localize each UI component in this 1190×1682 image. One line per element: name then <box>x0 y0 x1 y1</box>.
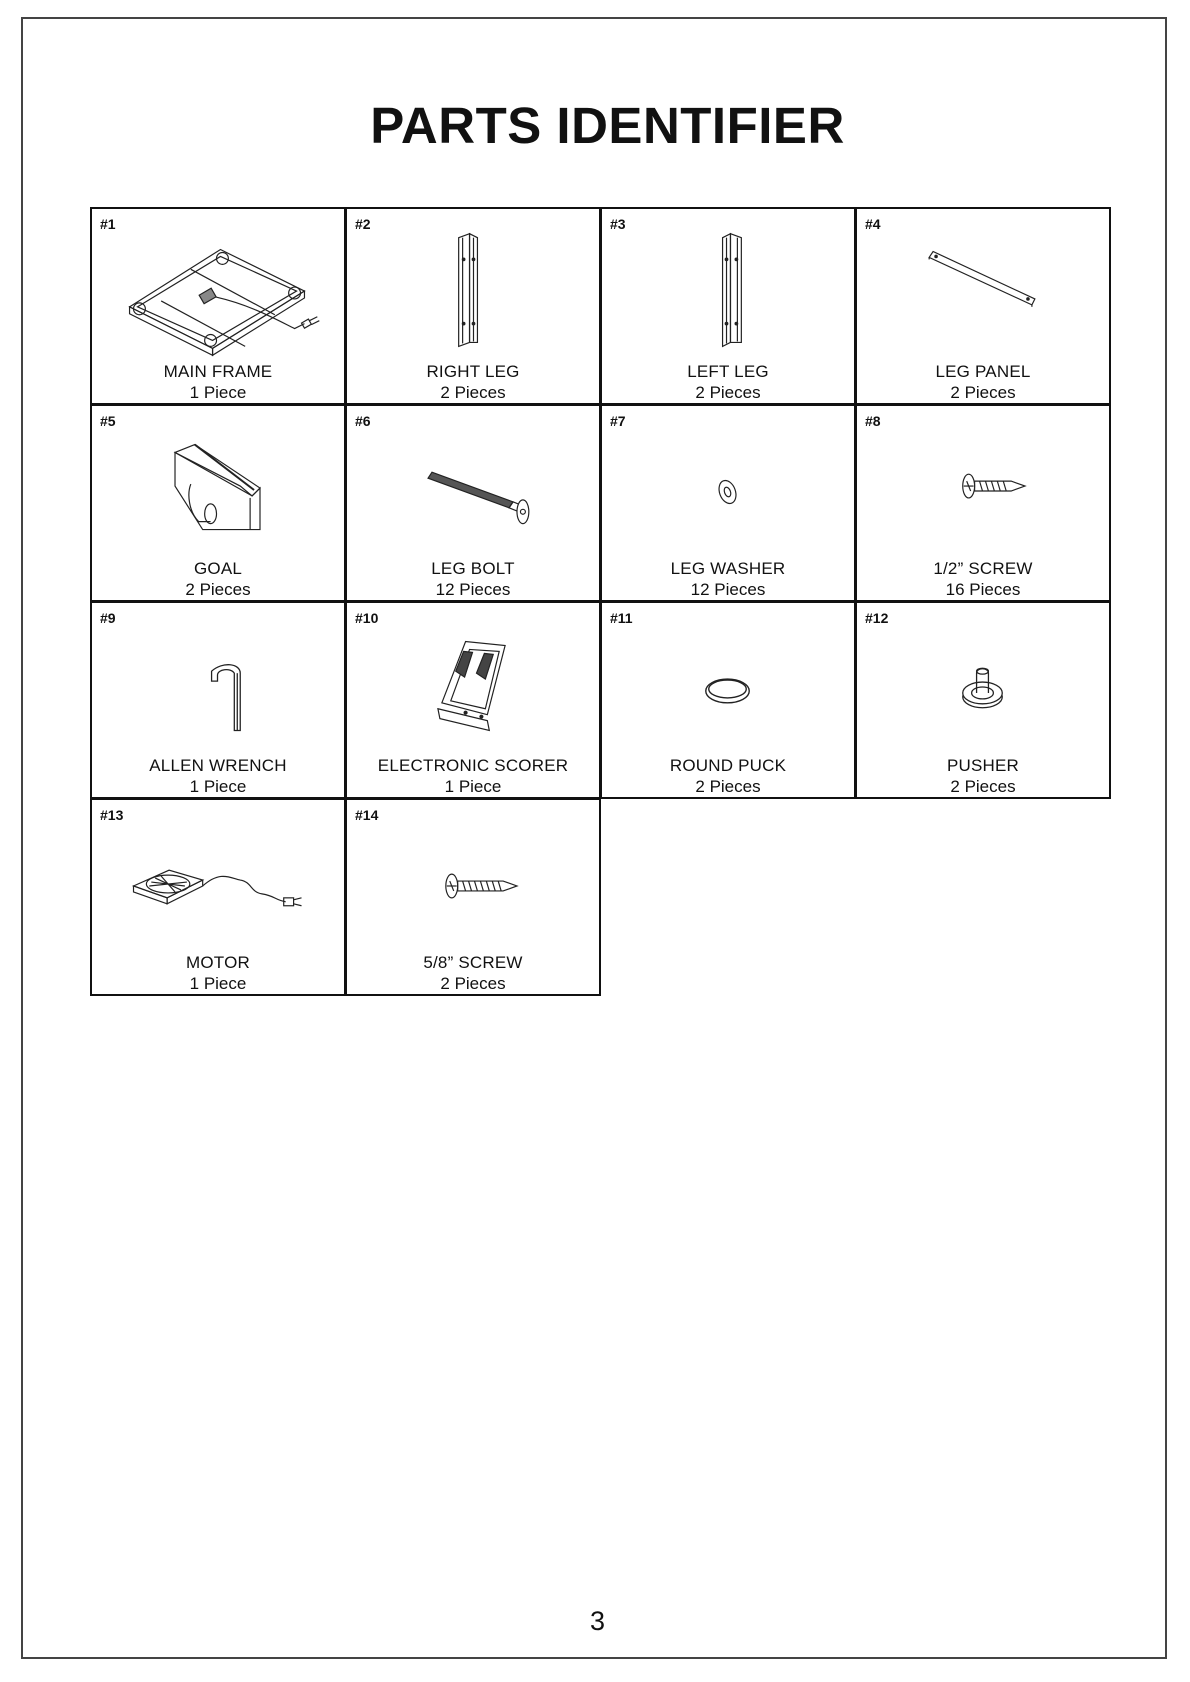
part-cell <box>600 207 856 405</box>
part-number: #1 <box>100 216 116 232</box>
screw-icon <box>857 426 1109 556</box>
part-name: ROUND PUCK <box>669 756 787 775</box>
part-number: #14 <box>355 807 379 823</box>
allen-wrench-icon <box>92 623 344 753</box>
scorer-icon <box>347 623 599 753</box>
puck-icon <box>602 623 854 753</box>
leg-panel-icon <box>857 229 1109 359</box>
part-number: #9 <box>100 610 116 626</box>
part-cell <box>90 601 346 799</box>
page-number: 3 <box>589 1606 606 1636</box>
part-quantity: 2 Pieces <box>950 777 1016 796</box>
right-leg-icon <box>347 229 599 359</box>
part-number: #5 <box>100 413 116 429</box>
part-number: #7 <box>610 413 626 429</box>
part-name: ELECTRONIC SCORER <box>377 756 569 775</box>
part-cell <box>855 601 1111 799</box>
part-quantity: 12 Pieces <box>435 580 511 599</box>
part-quantity: 2 Pieces <box>440 974 506 993</box>
part-number: #6 <box>355 413 371 429</box>
part-cell <box>90 207 346 405</box>
part-cell <box>600 601 856 799</box>
part-name: MOTOR <box>186 953 250 972</box>
part-cell <box>90 404 346 602</box>
part-number: #4 <box>865 216 881 232</box>
part-name: 1/2” SCREW <box>933 559 1033 578</box>
part-quantity: 2 Pieces <box>950 383 1016 402</box>
part-cell <box>600 404 856 602</box>
part-quantity: 1 Piece <box>189 777 247 796</box>
part-cell <box>345 601 601 799</box>
part-name: GOAL <box>193 559 243 578</box>
part-name: PUSHER <box>946 756 1020 775</box>
part-quantity: 2 Pieces <box>185 580 251 599</box>
part-quantity: 12 Pieces <box>690 580 766 599</box>
part-name: LEG BOLT <box>431 559 515 578</box>
part-cell <box>345 798 601 996</box>
part-number: #3 <box>610 216 626 232</box>
part-quantity: 2 Pieces <box>440 383 506 402</box>
part-name: 5/8” SCREW <box>423 953 523 972</box>
part-quantity: 1 Piece <box>189 974 247 993</box>
part-name: MAIN FRAME <box>163 362 273 381</box>
part-number: #8 <box>865 413 881 429</box>
part-quantity: 2 Pieces <box>695 383 761 402</box>
part-cell <box>855 207 1111 405</box>
pusher-icon <box>857 623 1109 753</box>
part-cell <box>90 798 346 996</box>
part-number: #12 <box>865 610 889 626</box>
part-name: ALLEN WRENCH <box>149 756 287 775</box>
goal-icon <box>92 426 344 556</box>
left-leg-icon <box>602 229 854 359</box>
motor-icon <box>92 820 344 950</box>
part-cell <box>345 207 601 405</box>
part-name: RIGHT LEG <box>426 362 520 381</box>
part-quantity: 1 Piece <box>189 383 247 402</box>
leg-bolt-icon <box>347 426 599 556</box>
part-name: LEG PANEL <box>935 362 1031 381</box>
page-title: PARTS IDENTIFIER <box>370 97 845 154</box>
part-number: #10 <box>355 610 379 626</box>
part-cell <box>345 404 601 602</box>
part-number: #11 <box>610 610 633 626</box>
part-name: LEG WASHER <box>670 559 786 578</box>
part-number: #13 <box>100 807 124 823</box>
part-quantity: 16 Pieces <box>945 580 1021 599</box>
parts-grid <box>91 208 1111 996</box>
part-cell <box>855 404 1111 602</box>
part-number: #2 <box>355 216 371 232</box>
part-quantity: 1 Piece <box>444 777 502 796</box>
part-name: LEFT LEG <box>687 362 769 381</box>
screw-icon <box>347 820 599 950</box>
washer-icon <box>602 426 854 556</box>
part-quantity: 2 Pieces <box>695 777 761 796</box>
main-frame-icon <box>92 229 344 359</box>
